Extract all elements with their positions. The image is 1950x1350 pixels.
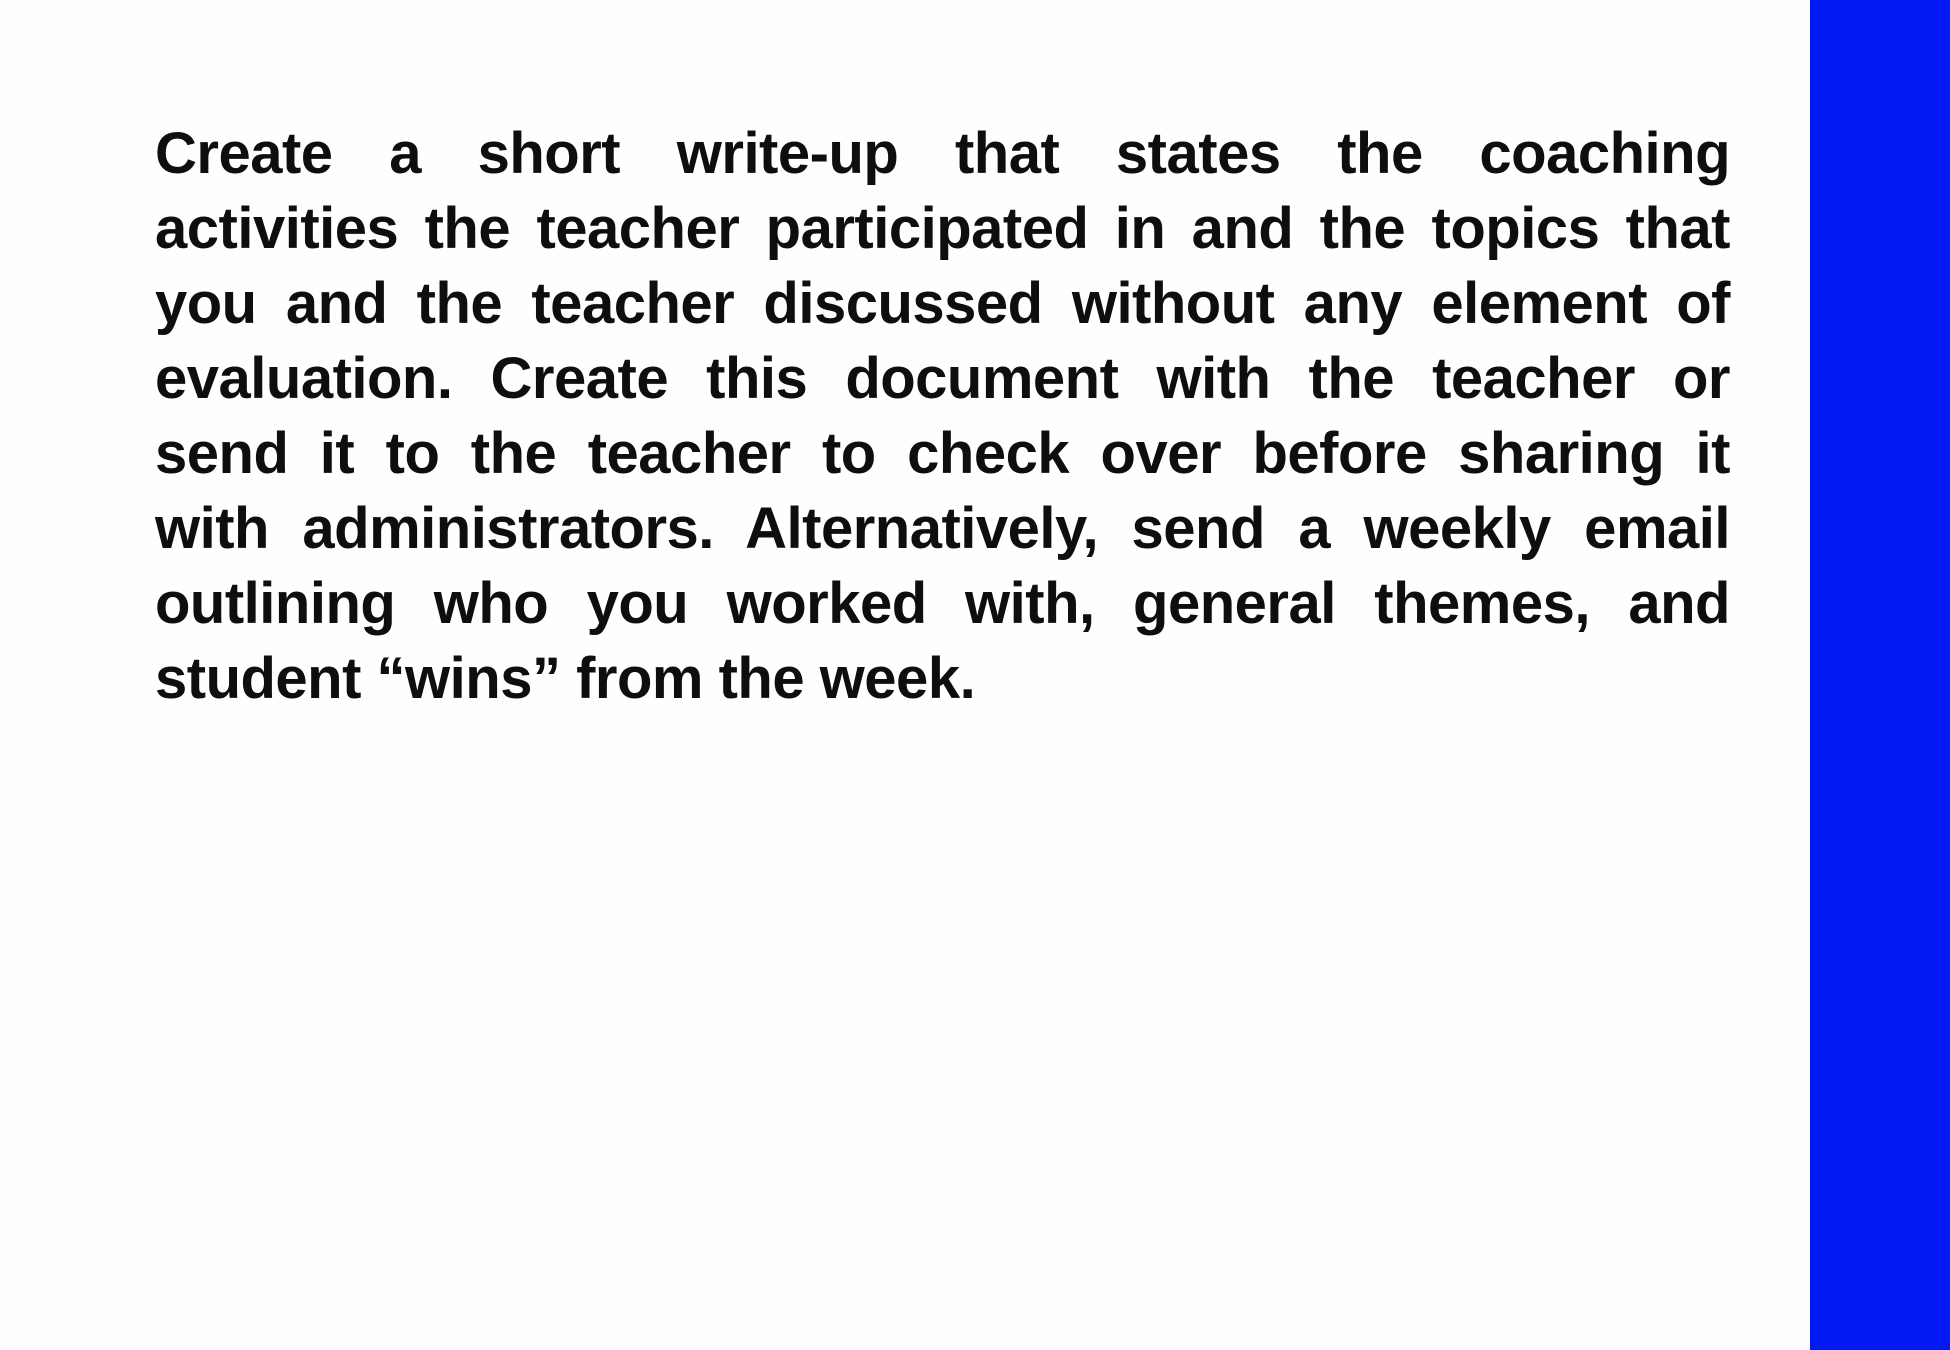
paragraph-line-7: outlining who you worked with, general themes, and	[155, 571, 1730, 636]
paragraph-line-8: student “wins” from the week.	[155, 646, 976, 711]
paragraph-line-5: send it to the teacher to check over before sharing it	[155, 421, 1730, 486]
paragraph-line-1: Create a short write-up that states the coaching	[155, 121, 1730, 186]
instruction-paragraph	[155, 116, 1730, 716]
paragraph-line-4: evaluation. Create this document with the teacher or	[155, 346, 1730, 411]
paragraph-line-6: with administrators. Alternatively, send a weekly email	[155, 496, 1730, 561]
paragraph-line-3: you and the teacher discussed without any element of	[155, 271, 1730, 336]
right-edge-accent-bar	[1810, 0, 1950, 1350]
paragraph-line-2: activities the teacher participated in and the topics that	[155, 196, 1730, 261]
